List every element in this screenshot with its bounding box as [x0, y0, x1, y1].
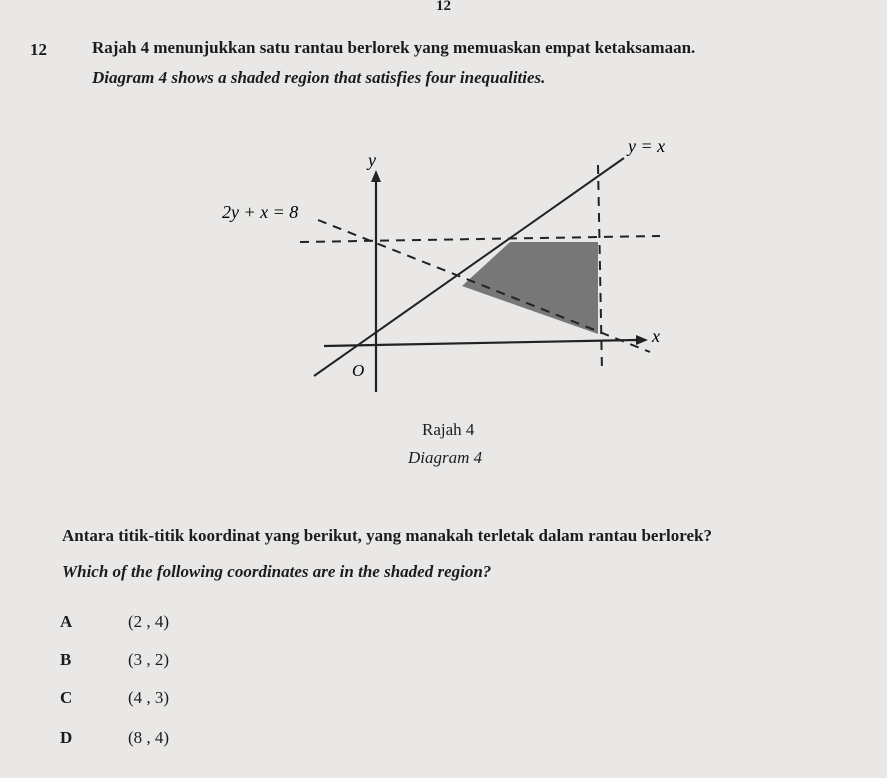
shaded-region	[462, 242, 598, 334]
question-text-english: Diagram 4 shows a shaded region that satisfies four inequalities.	[92, 68, 546, 87]
x-axis	[324, 340, 636, 346]
line-y-equals-x-label: y = x	[628, 136, 666, 156]
option-letter: B	[60, 650, 72, 669]
option-letter: C	[60, 688, 73, 707]
option-value: (3 , 2)	[128, 650, 170, 669]
prompt-text-english: Which of the following coordinates are in the shaded region?	[62, 562, 492, 581]
x-axis-arrow	[636, 335, 648, 345]
y-axis-arrow	[371, 170, 381, 182]
page-number: 12	[436, 0, 451, 14]
option-letter: A	[60, 612, 73, 631]
dashed-horizontal-line	[300, 236, 660, 242]
diagram-caption-malay: Rajah 4	[422, 420, 475, 439]
option-value: (2 , 4)	[128, 612, 170, 631]
question-number: 12	[30, 40, 47, 59]
line-2y-plus-x-label: 2y + x = 8	[222, 202, 299, 222]
option-letter: D	[60, 728, 73, 747]
option-value: (8 , 4)	[128, 728, 170, 747]
prompt-text-malay: Antara titik-titik koordinat yang berikut, yang manakah terletak dalam rantau berlorek?	[62, 526, 712, 545]
y-axis-label: y	[368, 150, 376, 170]
origin-label: O	[352, 361, 365, 380]
question-text-malay: Rajah 4 menunjukkan satu rantau berlorek yang memuaskan empat ketaksamaan.	[92, 38, 696, 57]
x-axis-label: x	[652, 326, 660, 346]
diagram-caption-english: Diagram 4	[408, 448, 483, 467]
option-value: (4 , 3)	[128, 688, 170, 707]
